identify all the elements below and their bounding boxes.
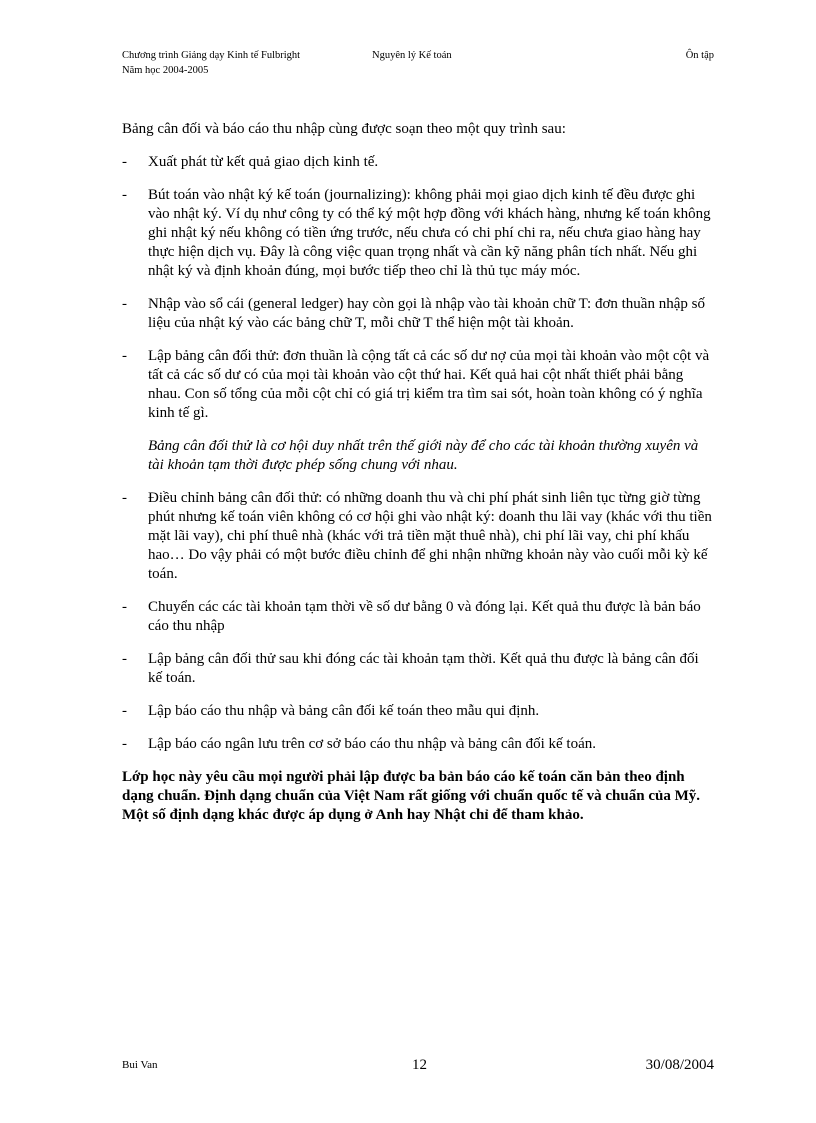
page-content <box>122 120 714 840</box>
list-item-text: Lập bảng cân đối thử sau khi đóng các tài khoản tạm thời. Kết quả thu được là bảng cân đối kế toán. <box>148 651 699 686</box>
list-item-text: Xuất phát từ kết quả giao dịch kinh tế. <box>148 154 379 170</box>
list-item <box>122 735 714 754</box>
list-item <box>122 186 714 281</box>
list-item <box>122 489 714 584</box>
list-item-text: Bút toán vào nhật ký kế toán (journalizing): không phải mọi giao dịch kinh tế đều được ghi vào nhật ký. Ví dụ như công ty có thể ký một hợp đồng với khách hàng, nhưng kế toán không ghi nhật ký nếu không có tiền ứng trước, nếu chưa có chi phí chi ra, nếu chưa giao hàng hay thực hiện dịch vụ. Đây là công việc quan trọng nhất và cần kỹ năng phân tích nhất. Nếu ghi nhật ký và định khoản đúng, mọi bước tiếp theo chỉ là thủ tục máy móc. <box>148 187 711 279</box>
footer-author: Bui Van <box>122 1059 158 1071</box>
list-item <box>122 347 714 423</box>
list-item <box>122 702 714 721</box>
header-left <box>122 48 300 78</box>
footer-date: 30/08/2004 <box>645 1057 714 1073</box>
bold-note: Lớp học này yêu cầu mọi người phải lập được ba bản báo cáo kế toán căn bản theo định dạng chuẩn. Định dạng chuẩn của Việt Nam rất giống với chuẩn quốc tế và chuẩn của Mỹ. Một số định dạng khác được áp dụng ở Anh hay Nhật chỉ để tham khảo. <box>122 769 700 823</box>
list-item-text: Nhập vào sổ cái (general ledger) hay còn gọi là nhập vào tài khoản chữ T: đơn thuần nhập số liệu của nhật ký vào các bảng chữ T, mỗi chữ T thể hiện một tài khoản. <box>148 296 705 331</box>
list-item-text: Chuyển các các tài khoản tạm thời về số dư bằng 0 và đóng lại. Kết quả thu được là bản báo cáo thu nhập <box>148 599 701 634</box>
list-item <box>122 650 714 688</box>
list-dash: - <box>122 703 127 719</box>
list-dash: - <box>122 599 127 615</box>
section-title: Ôn tập <box>685 50 714 61</box>
list-dash: - <box>122 490 127 506</box>
page-number: 12 <box>412 1057 427 1073</box>
list-item-text: Điều chỉnh bảng cân đối thử: có những doanh thu và chi phí phát sinh liên tục từng giờ từng phút nhưng kế toán viên không có cơ hội ghi vào nhật ký: doanh thu lãi vay (khác với thu tiền mặt lãi vay), chi phí thuê nhà (khác với trả tiền mặt thuê nhà), chi phí lãi vay, chi phí khấu hao… Do vậy phải có một bước điều chỉnh để ghi nhận những khoản này vào cuối mỗi kỳ kế toán. <box>148 490 712 582</box>
list-dash: - <box>122 651 127 667</box>
list-dash: - <box>122 187 127 203</box>
list-dash: - <box>122 348 127 364</box>
list-item-text: Lập bảng cân đối thử: đơn thuần là cộng tất cả các số dư nợ của mọi tài khoản vào một cột và tất cả các số dư có của mọi tài khoản vào cột thứ hai. Kết quả hai cột nhất thiết phải bằng nhau. Con số tổng của mỗi cột chỉ có giá trị kiểm tra tìm sai sót, hoàn toàn không có ý nghĩa kinh tế gì. <box>148 348 710 421</box>
list-dash: - <box>122 154 127 170</box>
list-item <box>122 295 714 333</box>
list-dash: - <box>122 296 127 312</box>
course-title: Nguyên lý Kế toán <box>372 50 452 61</box>
list-dash: - <box>122 736 127 752</box>
list-item <box>122 153 714 172</box>
list-item-text: Lập báo cáo ngân lưu trên cơ sở báo cáo thu nhập và bảng cân đối kế toán. <box>148 736 597 752</box>
program-name: Chương trình Giảng dạy Kinh tế Fulbright <box>122 50 301 61</box>
school-year: Năm học 2004-2005 <box>122 65 209 76</box>
list-item-text: Lập báo cáo thu nhập và bảng cân đối kế toán theo mẫu qui định. <box>148 703 540 719</box>
intro-paragraph: Bảng cân đối và báo cáo thu nhập cùng được soạn theo một quy trình sau: <box>122 121 566 137</box>
list-item <box>122 598 714 636</box>
italic-note: Bảng cân đối thử là cơ hội duy nhất trên thế giới này để cho các tài khoản thường xuyên và tài khoản tạm thời được phép sống chung với nhau. <box>148 438 699 473</box>
